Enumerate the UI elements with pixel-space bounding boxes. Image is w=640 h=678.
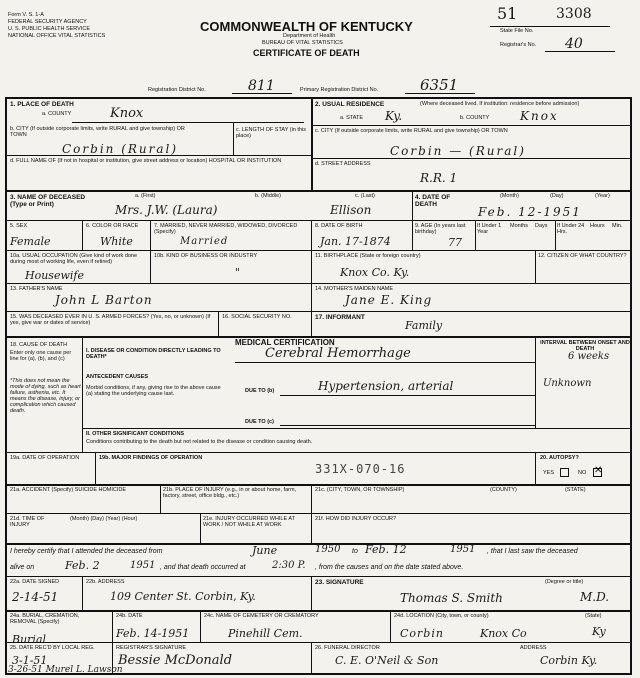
signature-label: 23. SIGNATURE: [315, 579, 364, 586]
father-value[interactable]: John L Barton: [55, 293, 153, 307]
res-city-label: c. CITY (If outside corporate limits, write RURAL and give township) OR TOWN: [315, 128, 508, 134]
informant-label: 17. INFORMANT: [315, 314, 365, 321]
date-received-label: 25. DATE REC'D BY LOCAL REG.: [10, 645, 95, 651]
death-month-label: (Month): [500, 193, 519, 199]
last-name-label: c. (Last): [355, 193, 375, 199]
cert-line1-pre: I hereby certify that I attended the deceased from: [10, 548, 163, 555]
certificate-title: CERTIFICATE OF DEATH: [253, 48, 360, 58]
cert-line2-end: , from the causes and on the date stated above.: [315, 564, 464, 571]
cert-year-3[interactable]: 1951: [130, 560, 156, 571]
usual-residence-heading: 2. USUAL RESIDENCE: [315, 101, 385, 108]
hours-label: Hours: [590, 223, 605, 229]
disease-label: I. DISEASE OR CONDITION DIRECTLY LEADING TO DEATH*: [86, 348, 221, 360]
res-city-value[interactable]: Corbin — (Rural): [390, 144, 526, 158]
cert-time[interactable]: 2:30 P.: [272, 560, 306, 571]
primary-district-number: 6351: [420, 76, 459, 94]
pod-hospital-label: d. FULL NAME OF (If not in hospital or institution, give street address or location) HOSPITAL OR INSTITUTION: [10, 158, 282, 164]
usual-residence-note: (Where deceased lived. If institution: residence before admission): [420, 101, 580, 107]
death-date-label: 4. DATE OF DEATH: [415, 194, 451, 208]
funeral-director-value[interactable]: C. E. O'Neil & Son: [335, 654, 439, 667]
minutes-label: Min.: [612, 223, 623, 229]
agency-line-1: FEDERAL SECURITY AGENCY: [8, 19, 87, 25]
stamp-code: 331X-070-16: [315, 462, 406, 476]
date-received-value[interactable]: 3-1-51: [12, 654, 48, 667]
veteran-label: 15. WAS DECEASED EVER IN U. S. ARMED FORCES? (Yes, no, or unknown) (If yes, give war or dates of service): [10, 314, 211, 326]
antecedent-label: ANTECEDENT CAUSES: [86, 374, 149, 380]
injury-city-label: 21c. (CITY, TOWN, OR TOWNSHIP): [315, 487, 405, 493]
interval-b-value[interactable]: Unknown: [543, 378, 592, 389]
cert-year-2[interactable]: 1951: [450, 544, 476, 555]
pod-county-value[interactable]: Knox: [110, 106, 144, 121]
state-file-number: 51: [497, 4, 518, 23]
pod-city-value[interactable]: Corbin (Rural): [62, 142, 179, 156]
state-file-label: State File No.: [500, 28, 534, 34]
burial-value[interactable]: Burial: [12, 633, 47, 646]
registrar-number: 40: [565, 36, 583, 52]
cert-line1-post: , that I last saw the deceased: [487, 548, 578, 555]
injury-county-label: (COUNTY): [490, 487, 517, 493]
agency-line-2: U. S. PUBLIC HEALTH SERVICE: [8, 26, 91, 32]
cert-line2-pre: alive on: [10, 564, 35, 571]
burial-location-county[interactable]: Knox Co: [480, 627, 527, 640]
first-name-label: a. (First): [135, 193, 156, 199]
bureau-line: BUREAU OF VITAL STATISTICS: [262, 40, 343, 46]
death-day-label: (Day): [550, 193, 564, 199]
other-conditions-note: Conditions contributing to the death but not related to the disease or condition causing death.: [86, 439, 313, 445]
cert-address-value[interactable]: 109 Center St. Corbin, Ky.: [110, 590, 256, 603]
cemetery-value[interactable]: Pinehill Cem.: [228, 627, 303, 640]
mother-value[interactable]: Jane E. King: [345, 293, 433, 307]
race-value[interactable]: White: [100, 235, 133, 248]
citizen-label: 12. CITIZEN OF WHAT COUNTRY?: [538, 253, 627, 259]
cause-b-value[interactable]: Hypertension, arterial: [318, 379, 454, 393]
due-to-b-label: DUE TO (b): [245, 388, 275, 394]
degree-label: (Degree or title): [545, 579, 584, 585]
cemetery-label: 24c. NAME OF CEMETERY OR CREMATORY: [204, 613, 319, 619]
father-label: 13. FATHER'S NAME: [10, 286, 63, 292]
marital-value[interactable]: Married: [180, 236, 229, 247]
cause-explanation: *This does not mean the mode of dying, such as heart failure, asthenia, etc. It means the disease, injury, or complication which caused death.: [10, 378, 81, 414]
bottom-note: 3-26-51 Murel L. Lawson: [8, 665, 123, 675]
months-label: Months: [510, 223, 529, 229]
autopsy-no-mark: ✕: [594, 465, 603, 476]
cause-note: Enter only one cause per line for (a), (b), and (c): [10, 350, 72, 362]
days-label: Days: [535, 223, 548, 229]
occupation-value[interactable]: Housewife: [25, 269, 84, 282]
birthplace-label: 11. BIRTHPLACE (State or foreign country): [315, 253, 421, 259]
burial-location-label: 24d. LOCATION (City, town, or county): [394, 613, 489, 619]
cause-a-value[interactable]: Cerebral Hemorrhage: [265, 346, 411, 361]
funeral-director-label: 26. FUNERAL DIRECTOR: [315, 645, 380, 651]
cert-address-label: 22b. ADDRESS: [86, 579, 125, 585]
page-title: COMMONWEALTH OF KENTUCKY: [200, 19, 413, 34]
autopsy-yes-label: YES: [543, 470, 555, 476]
primary-district-label: Primary Registration District No.: [300, 87, 379, 93]
injury-time-cols: (Month) (Day) (Year) (Hour): [70, 516, 138, 522]
medical-heading: MEDICAL CERTIFICATION: [235, 338, 335, 347]
business-label: 10b. KIND OF BUSINESS OR INDUSTRY: [154, 253, 258, 259]
ssn-label: 16. SOCIAL SECURITY NO.: [222, 314, 292, 320]
at-work-label: 21e. INJURY OCCURRED WHILE AT WORK / NOT WHILE AT WORK: [203, 516, 295, 528]
pod-stay-label: c. LENGTH OF STAY (in this place): [236, 127, 306, 139]
funeral-address-label: ADDRESS: [520, 645, 547, 651]
injury-place-label: 21b. PLACE OF INJURY (e.g., in or about home, farm, factory, street, office bldg., etc.): [163, 487, 297, 499]
place-of-death-heading: 1. PLACE OF DEATH: [10, 101, 74, 108]
autopsy-no-label: NO: [578, 470, 587, 476]
name-label: 3. NAME OF DECEASED (Type or Print): [10, 194, 86, 208]
physician-degree[interactable]: M.D.: [580, 590, 610, 604]
decedent-first-name[interactable]: Mrs. J.W. (Laura): [115, 203, 218, 217]
mother-label: 14. MOTHER'S MAIDEN NAME: [315, 286, 394, 292]
department-line: Department of Health: [283, 33, 336, 39]
age-value[interactable]: 77: [448, 236, 462, 249]
race-label: 6. COLOR OR RACE: [86, 223, 139, 229]
burial-location-town[interactable]: Corbin: [400, 627, 444, 640]
birthplace-value[interactable]: Knox Co. Ky.: [340, 266, 410, 279]
physician-signature[interactable]: Thomas S. Smith: [400, 591, 503, 605]
cert-line2-post: , and that death occurred at: [160, 564, 246, 571]
reg-district-number: 811: [248, 78, 275, 94]
operation-findings-label: 19b. MAJOR FINDINGS OF OPERATION: [99, 455, 203, 461]
injury-time-label: 21d. TIME OF INJURY: [10, 516, 45, 528]
res-state-value[interactable]: Ky.: [385, 109, 403, 123]
interval-label: INTERVAL BETWEEN ONSET AND DEATH: [540, 340, 630, 352]
burial-date-label: 24b. DATE: [116, 613, 143, 619]
agency-line-3: NATIONAL OFFICE VITAL STATISTICS: [8, 33, 106, 39]
date-signed-value[interactable]: 2-14-51: [12, 590, 59, 604]
registrar-label: Registrar's No.: [500, 42, 537, 48]
under-1-year-label: If Under 1 Year: [477, 223, 502, 235]
burial-date-value[interactable]: Feb. 14-1951: [116, 627, 190, 640]
death-date-value[interactable]: Feb. 12-1951: [478, 205, 582, 219]
injury-how-label: 21f. HOW DID INJURY OCCUR?: [315, 516, 397, 522]
birth-date-label: 8. DATE OF BIRTH: [315, 223, 363, 229]
operation-date-label: 19a. DATE OF OPERATION: [10, 455, 80, 461]
middle-name-label: b. (Middle): [255, 193, 281, 199]
funeral-address-value[interactable]: Corbin Ky.: [540, 654, 598, 667]
reg-district-label: Registration District No.: [148, 87, 206, 93]
decedent-last-name[interactable]: Ellison: [330, 203, 372, 217]
cert-to-label: to: [352, 548, 358, 555]
sex-label: 5. SEX: [10, 223, 28, 229]
due-to-c-label: DUE TO (c): [245, 419, 274, 425]
form-number: Form V. S. 1-A: [8, 12, 44, 18]
injury-state-label: (STATE): [565, 487, 586, 493]
res-state-label: a. STATE: [340, 115, 364, 121]
cert-from-date[interactable]: June: [252, 544, 278, 557]
under-24-label: If Under 24 Hrs.: [557, 223, 585, 235]
burial-state-label: (State): [585, 613, 602, 619]
burial-label: 24a. BURIAL, CREMATION, REMOVAL (Specify): [10, 613, 80, 625]
morbid-label: Morbid conditions, if any, giving rise to the above cause (a) stating the underlying cause last.: [86, 385, 221, 397]
age-label: 9. AGE (In years last birthday): [415, 223, 466, 235]
res-street-value[interactable]: R.R. 1: [420, 171, 458, 185]
burial-state-value[interactable]: Ky: [592, 625, 606, 638]
date-signed-label: 22a. DATE SIGNED: [10, 579, 60, 585]
autopsy-yes-checkbox[interactable]: [560, 468, 569, 477]
birth-date-value[interactable]: Jan. 17-1874: [320, 235, 391, 248]
death-year-label: (Year): [595, 193, 610, 199]
registrar-signature-label: REGISTRAR'S SIGNATURE: [116, 645, 187, 651]
res-county-label: b. COUNTY: [460, 115, 490, 121]
informant-value[interactable]: Family: [405, 319, 443, 332]
cause-label: 18. CAUSE OF DEATH: [10, 342, 68, 348]
cert-to-date[interactable]: Feb. 12: [365, 543, 407, 556]
cert-year-1[interactable]: 1950: [315, 544, 341, 555]
autopsy-label: 20. AUTOPSY?: [540, 455, 579, 461]
marital-label: 7. MARRIED, NEVER MARRIED, WIDOWED, DIVORCED (Specify): [154, 223, 298, 235]
business-value[interactable]: ": [235, 266, 241, 279]
res-county-value[interactable]: Knox: [520, 109, 559, 123]
sex-value[interactable]: Female: [10, 235, 51, 248]
occupation-label: 10a. USUAL OCCUPATION (Give kind of work done during most of working life, even if retired): [10, 253, 138, 265]
other-conditions-label: II. OTHER SIGNIFICANT CONDITIONS: [86, 431, 185, 437]
cert-alive-on[interactable]: Feb. 2: [65, 559, 100, 572]
registrar-signature[interactable]: Bessie McDonald: [118, 653, 233, 668]
state-file-number-2: 3308: [556, 6, 592, 22]
res-street-label: d. STREET ADDRESS: [315, 161, 371, 167]
pod-county-label: a. COUNTY: [42, 111, 72, 117]
accident-label: 21a. ACCIDENT (Specify) SUICIDE HOMICIDE: [10, 487, 127, 493]
interval-a-value[interactable]: 6 weeks: [568, 351, 610, 362]
pod-city-label: b. CITY (If outside corporate limits, write RURAL and give township) OR TOWN: [10, 126, 185, 138]
